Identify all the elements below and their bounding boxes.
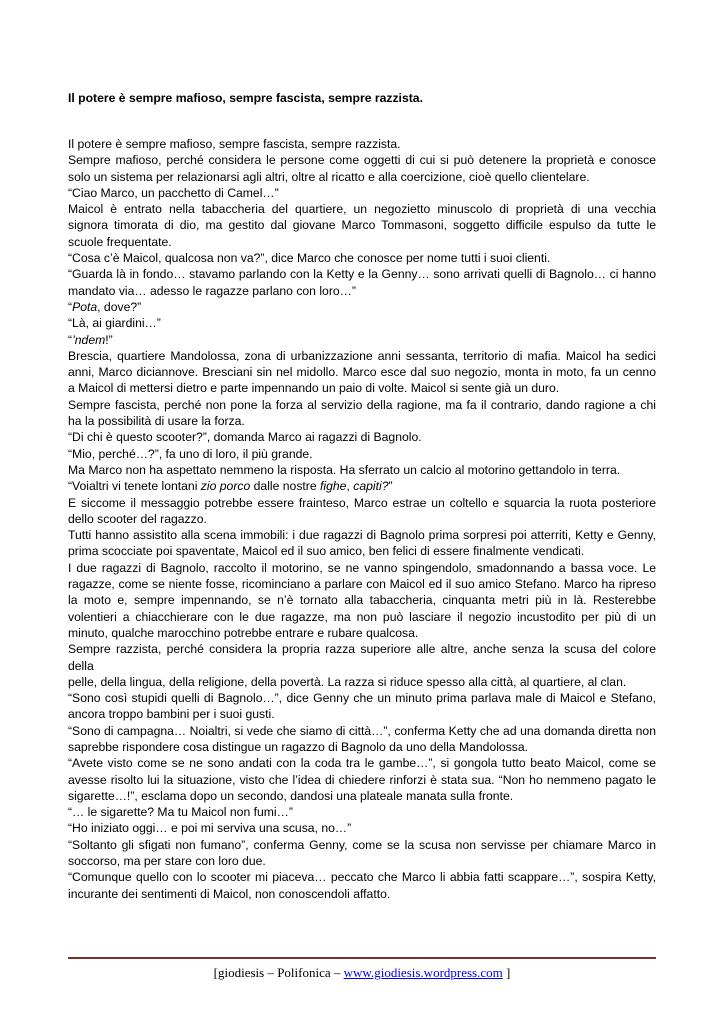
page-title: Il potere è sempre mafioso, sempre fascista, sempre razzista. xyxy=(68,91,423,105)
text-run: , xyxy=(346,479,354,494)
text-line: “… le sigarette? Ma tu Maicol non fumi…” xyxy=(68,805,293,820)
footer-link[interactable]: www.giodiesis.wordpress.com xyxy=(343,965,503,980)
text-line xyxy=(68,299,656,315)
text-line: “Sono di campagna… Noialtri, si vede che siamo di città…”, conferma Ketty che ad una domanda diretta non xyxy=(68,723,656,738)
footer xyxy=(0,965,724,981)
text-run: dalle nostre xyxy=(250,479,321,494)
text-line: scuole frequentate. xyxy=(68,234,172,249)
text-line: a Maicol di mettersi dietro e parte impennando un paio di volte. Maicol si sente già un duro. xyxy=(68,381,560,396)
article-body xyxy=(68,136,656,902)
italic-run: Pota xyxy=(72,299,98,314)
text-line: “Là, ai giardini…” xyxy=(68,316,161,331)
text-line: Il potere è sempre mafioso, sempre fascista, sempre razzista. xyxy=(68,137,401,151)
text-line: “Ho iniziato oggi… e poi mi serviva una scusa, no…” xyxy=(68,821,352,836)
text-line: I due ragazzi di Bagnolo, raccolto il motorino, se ne vanno spingendolo, smadonnando a bassa voce. Le xyxy=(68,560,656,575)
text-line: “Guarda là in fondo… stavamo parlando con la Ketty e la Genny… sono arrivati quelli di Bagnolo… ci hanno xyxy=(68,267,656,282)
text-line: “Soltanto gli sfigati non fumano”, conferma Genny, come se la scusa non servisse per chiamare Marco in xyxy=(68,837,656,852)
text-line: “Ciao Marco, un pacchetto di Camel…” xyxy=(68,185,279,200)
text-line: Sempre fascista, perché non pone la forza al servizio della ragione, ma fa il contrario, dando ragione a chi xyxy=(68,397,656,412)
italic-run: zio porco xyxy=(200,479,251,494)
text-run: !” xyxy=(105,332,113,347)
text-line: “Sono così stupidi quelli di Bagnolo…”, dice Genny che un minuto prima parlava male di Maicol e Stefano, xyxy=(68,691,656,706)
text-run: ” xyxy=(388,479,393,494)
text-line: E siccome il messaggio potrebbe essere frainteso, Marco estrae un coltello e squarcia la ruota posteriore xyxy=(68,495,656,510)
text-line: mandato via… adesso le ragazze parlano con loro…” xyxy=(68,283,356,298)
text-line: Sempre mafioso, perché considera le persone come oggetti di cui si può detenere la proprietà e conosce xyxy=(68,153,656,168)
text-line: ancora troppo bambini per i suoi gusti. xyxy=(68,707,275,722)
text-line: ha la possibilità di usare la forza. xyxy=(68,414,245,429)
text-run: “ xyxy=(68,332,73,347)
italic-run: fighe xyxy=(320,479,347,494)
text-line xyxy=(68,332,656,348)
text-line: prima scocciate poi spaventate, Maicol ed il suo amico, ben felici di essere finalmente vendicati. xyxy=(68,544,585,559)
text-line: solo un sistema per relazionarsi agli altri, oltre al ricatto e alla coercizione, cioè quello clientelare. xyxy=(68,169,590,184)
text-line: signora timorata di dio, ma gestito dal giovane Marco Tommasoni, soggetto difficile espulso da tutte le xyxy=(68,218,656,233)
text-line: saprebbe rispondere cosa distingue un ragazzo di Bagnolo da uno della Mandolossa. xyxy=(68,739,529,754)
text-line: avesse risolto lui la situazione, visto che l’idea di chiedere rinforzi è stata sua. “Non ho nemmeno pagato le xyxy=(68,772,656,787)
text-line: “Mio, perché…?”, fa uno di loro, il più grande. xyxy=(68,446,313,461)
text-line: Maicol è entrato nella tabaccheria del quartiere, un negozietto minuscolo di proprietà di una vecchia xyxy=(68,202,656,217)
text-line: Sempre razzista, perché considera la propria razza superiore alle altre, anche senza la scusa del colore della xyxy=(68,642,656,673)
text-line: “Di chi è questo scooter?”, domanda Marco ai ragazzi di Bagnolo. xyxy=(68,430,422,445)
text-line: incurante dei sentimenti di Maicol, non conoscendoli affatto. xyxy=(68,886,391,901)
footer-prefix: [giodiesis – Polifonica – xyxy=(213,965,344,980)
text-line: minuto, qualche marocchino potrebbe entrare e rubare qualcosa. xyxy=(68,625,419,640)
text-line: “Cosa c’è Maicol, qualcosa non va?”, dice Marco che conosce per nome tutti i suoi clienti. xyxy=(68,251,551,266)
text-line: “Avete visto come se ne sono andati con la coda tra le gambe…”, si gongola tutto beato Maicol, come se xyxy=(68,756,656,771)
text-run: “Voialtri vi tenete lontani xyxy=(68,479,201,494)
text-line: ragazze, come se niente fosse, ricominciano a parlare con Maicol ed il suo amico Stefano. Marco ha ripreso xyxy=(68,577,656,592)
text-run: “ xyxy=(68,299,73,314)
text-line xyxy=(68,478,656,494)
footer-suffix: ] xyxy=(502,965,511,980)
footer-rule xyxy=(68,957,656,959)
text-line: pelle, della lingua, della religione, della povertà. La razza si riduce spesso alla città, al quartiere, al clan. xyxy=(68,674,627,689)
text-line: “Comunque quello con lo scooter mi piaceva… peccato che Marco li abbia fatti scappare…”, sospira Ketty, xyxy=(68,870,656,885)
text-line: Ma Marco non ha aspettato nemmeno la risposta. Ha sferrato un calcio al motorino gettandolo in terra. xyxy=(68,462,621,477)
text-line: Brescia, quartiere Mandolossa, zona di urbanizzazione anni sessanta, territorio di mafia. Maicol ha sedici xyxy=(68,348,656,363)
text-line: sigarette…!”, esclama dopo un secondo, dandosi una plateale manata sulla fronte. xyxy=(68,788,514,803)
italic-run: ’ndem xyxy=(72,332,106,347)
text-line: Tutti hanno assistito alla scena immobili: i due ragazzi di Bagnolo prima sorpresi poi atterriti, Ketty e Genny, xyxy=(68,528,656,543)
text-run: , dove?” xyxy=(97,299,142,314)
text-line: soccorso, ma per stare con loro due. xyxy=(68,854,266,869)
text-line: anni, Marco diciannove. Bresciani sin nel midollo. Marco esce dal suo negozio, monta in moto, fa un cenno xyxy=(68,365,656,380)
italic-run: capiti? xyxy=(353,479,389,494)
text-line: la moto e, sempre impennando, se n’è tornato alla tabaccheria, cinquanta metri più in là. Resterebbe xyxy=(68,593,656,608)
text-line: dello scooter del ragazzo. xyxy=(68,511,207,526)
text-line: volentieri a chiacchierare con le due ragazze, ma non può lasciare il negozio incustodito per più di un xyxy=(68,609,656,624)
